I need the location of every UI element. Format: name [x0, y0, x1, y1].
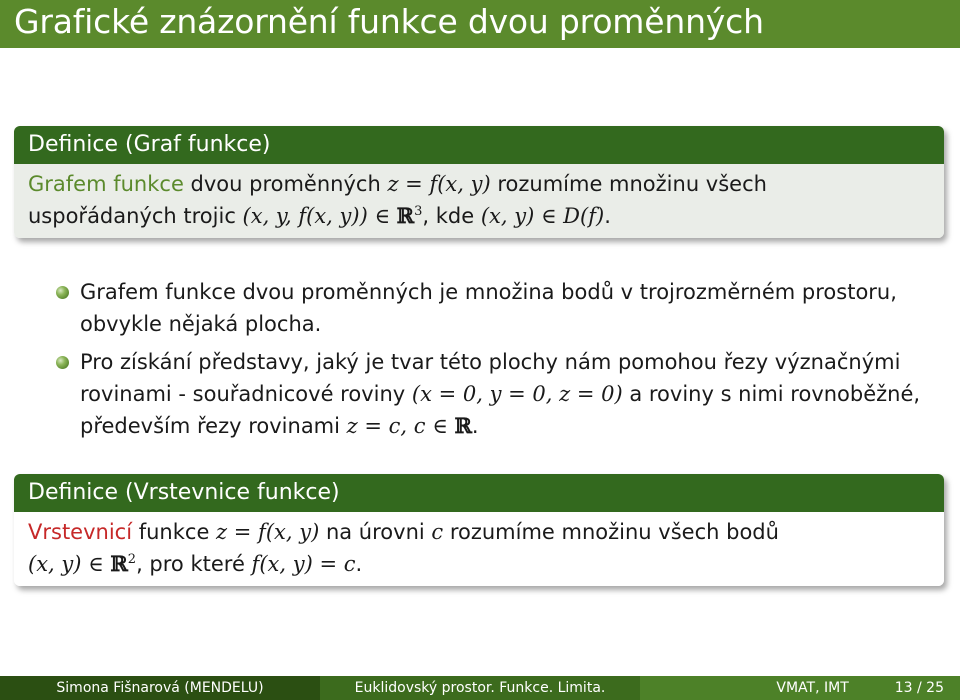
math-triple: (x, y, f(x, y)) ∈ — [242, 204, 397, 228]
footer-right — [640, 676, 960, 700]
math-xy-in: (x, y) ∈ — [28, 552, 111, 576]
bullet-item: Grafem funkce dvou proměnných je množina bodů v trojrozměrném prostoru, obvykle nějaká plocha. — [56, 276, 936, 340]
definition-header: Definice (Graf funkce) — [14, 126, 944, 164]
math-plane-z-c: z = c, c ∈ — [346, 414, 455, 438]
definition-body — [14, 164, 944, 238]
footer-bar — [0, 676, 960, 700]
slide-title: Grafické znázornění funkce dvou proměnných — [14, 2, 764, 41]
math-z-equals-f: z = f(x, y) — [387, 172, 491, 196]
definition-line-1: Grafem funkce dvou proměnných z = f(x, y) rozumíme množinu všech — [28, 172, 767, 196]
footer-page-number: 13 / 25 — [894, 680, 944, 696]
definition-body — [14, 512, 944, 586]
math-domain: (x, y) ∈ D(f) — [480, 204, 605, 228]
definition-line-1: Vrstevnicí funkce z = f(x, y) na úrovni c rozumíme množinu všech bodů — [28, 520, 779, 544]
bullet-list — [56, 276, 936, 448]
definition-line-2: (x, y) ∈ ℝ$^2$, pro které f(x, y) = c. — [28, 551, 363, 576]
footer-author: Simona Fišnarová (MENDELU) — [0, 676, 320, 700]
math-coordinate-planes: (x = 0, y = 0, z = 0) — [411, 382, 623, 406]
math-real-set: ℝ — [396, 203, 415, 228]
footer-topic: Euklidovský prostor. Funkce. Limita. — [320, 676, 640, 700]
definition-term: Vrstevnicí — [28, 520, 133, 544]
footer-course: VMAT, IMT — [776, 680, 849, 696]
math-f-equals-c: f(x, y) = c — [251, 552, 356, 576]
definition-block-contour — [14, 474, 944, 586]
definition-header: Definice (Vrstevnice funkce) — [14, 474, 944, 512]
math-z-equals-f: z = f(x, y) — [216, 520, 320, 544]
definition-line-2: uspořádaných trojic (x, y, f(x, y)) ∈ ℝ$^3$, kde (x, y) ∈ D(f). — [28, 203, 611, 228]
bullet-icon — [56, 286, 69, 299]
bullet-icon — [56, 356, 69, 369]
definition-term: Grafem funkce — [28, 172, 184, 196]
slide-title-bar — [0, 0, 960, 48]
bullet-item: Pro získání představy, jaký je tvar této plochy nám pomohou řezy význačnými rovinami - souřadnicové roviny (x = 0, y = 0, z = 0) a roviny s nimi rovnoběžné, především řezy rovinami z = c, c ∈ ℝ. — [56, 346, 936, 442]
definition-block-graph — [14, 126, 944, 238]
